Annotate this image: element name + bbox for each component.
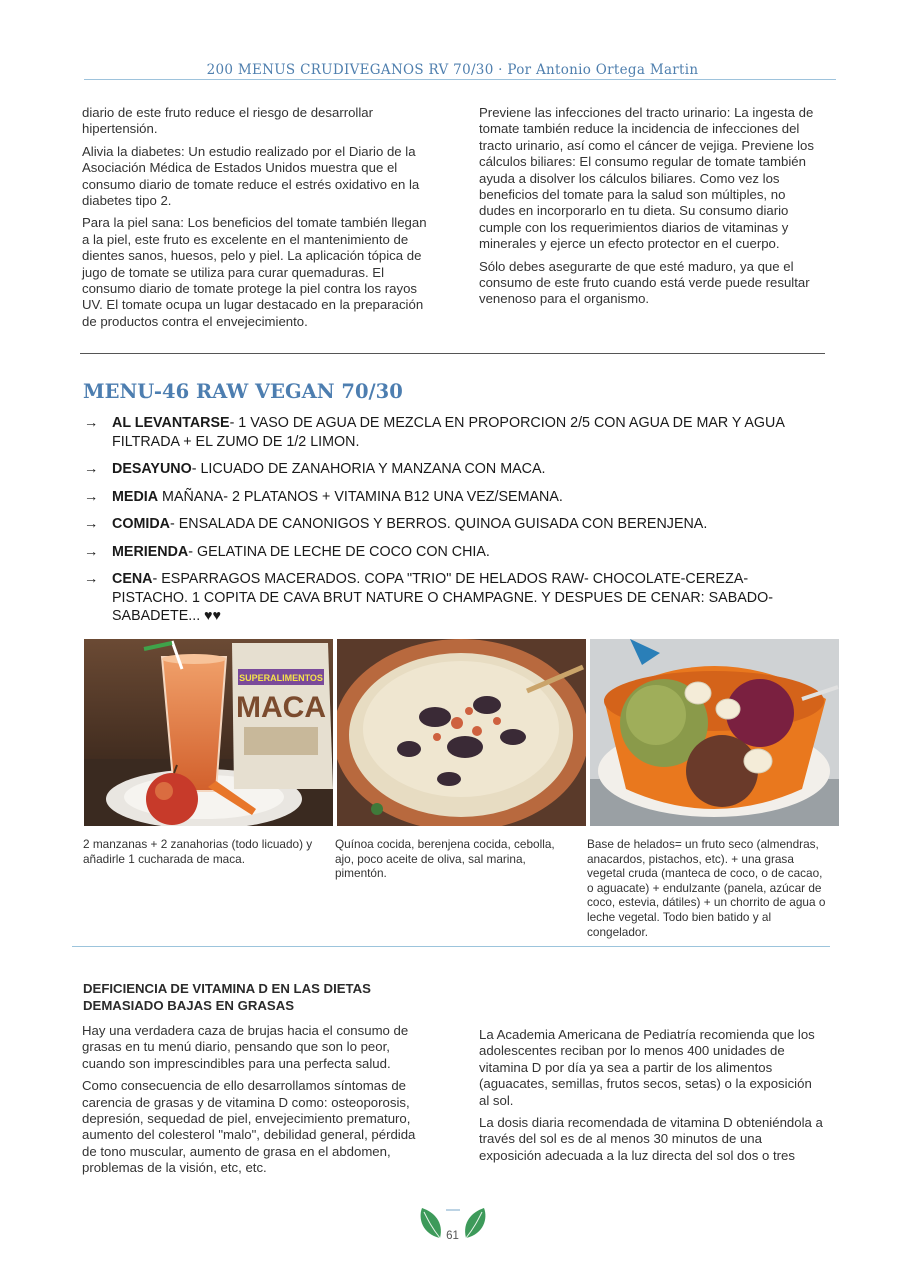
paragraph: diario de este fruto reduce el riesgo de desarrollar hipertensión. [82, 105, 374, 137]
caption-helados: Base de helados= un fruto seco (almendras, anacardos, pistachos, etc). + una grasa vegetal cruda (manteca de coco, o de cacao, o aguacate) + endulzante (panela, azúcar de coco, estevia, dátiles) + un chorrito de agua o leche vegetal. Todo bien batido y al congelador. [587, 837, 826, 939]
paragraph: Para la piel sana: Los beneficios del tomate también llegan a la piel, este fruto es excelente en el mantenimiento de dientes sanos, huesos, pelo y piel. La aplicación tópica de jugo de tomate se utiliza para curar quemaduras. El consumo diario de tomate protege la piel contra los rayos UV. El tomate ocupa un lugar destacado en la preparación de productos contra el envejecimiento. [82, 215, 427, 329]
icecream-photo-illustration [590, 639, 839, 826]
arrow-right-icon: → [84, 461, 99, 477]
section-title: DEFICIENCIA DE VITAMINA D EN LAS DIETAS DEMASIADO BAJAS EN GRASAS [83, 981, 371, 1013]
quinoa-photo-illustration [337, 639, 586, 826]
running-header: 200 MENUS CRUDIVEGANOS RV 70/30 · Por Antonio Ortega Martin [206, 62, 699, 78]
menu-item-text: - 1 VASO DE AGUA DE MEZCLA EN PROPORCION 2/5 CON AGUA DE MAR Y AGUA FILTRADA + EL ZUMO DE 1/2 LIMON. [112, 415, 785, 450]
arrow-right-icon: → [84, 571, 99, 587]
photo-helados-raw [590, 639, 839, 826]
menu-title: MENU-46 RAW VEGAN 70/30 [83, 380, 403, 403]
menu-list [84, 414, 824, 635]
menu-item-label: MERIENDA [112, 543, 189, 560]
section-divider [80, 353, 825, 354]
section-left-column [82, 1023, 427, 1183]
photo-quinoa-berenjena [337, 639, 586, 826]
menu-item-label: AL LEVANTARSE [112, 415, 230, 431]
maca-bag-label: MACA [236, 691, 326, 724]
smoothie-photo-illustration [84, 639, 333, 826]
paragraph: Como consecuencia de ello desarrollamos síntomas de carencia de grasas y de vitamina D como: osteoporosis, depresión, sequedad de piel, envejecimiento prematuro, aumento del colesterol "malo", debilidad general, pérdida de tono muscular, aumento de grasa en el abdomen, problemas de la visión, etc, etc. [82, 1078, 416, 1176]
paragraph: Alivia la diabetes: Un estudio realizado por el Diario de la Asociación Médica de Estados Unidos muestra que el consumo diario de tomate reduce el estrés oxidativo en la diabetes tipo 2. [82, 143, 420, 209]
paragraph: Previene las infecciones del tracto urinario: La ingesta de tomate también reduce la incidencia de infecciones del tracto urinario, así como el cáncer de vejiga. Previene los cálculos biliares: El consumo regular de tomate también ayuda a disolver los cálculos biliares. Como vez los beneficios del tomate para la salud son múltiples, no dudes en incorporarlo en tu dieta. Su consumo diario cumple con los requerimientos diarios de vitaminas y minerales y ejerce un efecto protector en el cuerpo. [479, 105, 814, 252]
menu-item-text: - ENSALADA DE CANONIGOS Y BERROS. QUINOA GUISADA CON BERENJENA. [169, 516, 708, 532]
arrow-right-icon: → [84, 543, 99, 560]
menu-item-label: COMIDA [112, 516, 170, 532]
menu-item-label: DESAYUNO [112, 461, 192, 477]
caption-quinoa: Quínoa cocida, berenjena cocida, cebolla, ajo, poco aceite de oliva, sal marina, pimentón. [335, 837, 555, 881]
menu-item-desayuno [84, 460, 824, 479]
menu-item-text: MAÑANA- 2 PLATANOS + VITAMINA B12 UNA VEZ/SEMANA. [158, 488, 563, 505]
menu-item-label: MEDIA [112, 488, 159, 505]
menu-item-label: CENA [112, 571, 153, 587]
arrow-right-icon: → [84, 516, 99, 532]
caption-smoothie: 2 manzanas + 2 zanahorias (todo licuado) y añadirle 1 cucharada de maca. [83, 837, 313, 866]
header-divider [84, 79, 836, 80]
paragraph: Hay una verdadera caza de brujas hacia el consumo de grasas en tu menú diario, pensando que son lo peor, cuando son imprescindibles para una perfecta salud. [82, 1023, 409, 1071]
menu-item-text: - GELATINA DE LECHE DE COCO CON CHIA. [188, 543, 490, 560]
menu-item-al-levantarse [84, 414, 824, 451]
arrow-right-icon: → [84, 415, 99, 431]
menu-item-comida [84, 515, 824, 534]
arrow-right-icon: → [84, 488, 99, 505]
menu-item-cena [84, 570, 824, 626]
photo-smoothie-maca [84, 639, 333, 826]
paragraph: La Academia Americana de Pediatría recomienda que los adolescentes reciban por lo menos 400 unidades de vitamina D por día ya sea a partir de los alimentos (aguacates, semillas, frutos secos, setas) o la exposición al sol. [479, 1027, 815, 1108]
menu-item-text: - ESPARRAGOS MACERADOS. COPA "TRIO" DE HELADOS RAW- CHOCOLATE-CEREZA-PISTACHO. 1 COPITA DE CAVA BRUT NATURE O CHAMPAGNE. Y DESPUES DE CENAR: SABADO-SABADETE... ♥♥ [112, 571, 773, 624]
section-divider-blue [72, 946, 830, 947]
section-right-column [479, 1027, 824, 1170]
top-right-column [479, 105, 824, 314]
paragraph: Sólo debes asegurarte de que esté maduro, ya que el consumo de este fruto cuando está verde puede resultar venenoso para el organismo. [479, 258, 810, 307]
menu-item-media-manana [84, 488, 824, 507]
page-number: 61 [446, 1230, 459, 1242]
top-left-column [82, 105, 427, 336]
maca-bag-brand: SUPERALIMENTOS [239, 673, 323, 683]
paragraph: La dosis diaria recomendada de vitamina D obteniéndola a través del sol es de al menos 30 minutos de una exposición adecuada a la luz directa del sol dos o tres [479, 1115, 823, 1163]
menu-item-text: - LICUADO DE ZANAHORIA Y MANZANA CON MACA. [191, 461, 546, 477]
menu-item-merienda [84, 543, 824, 562]
